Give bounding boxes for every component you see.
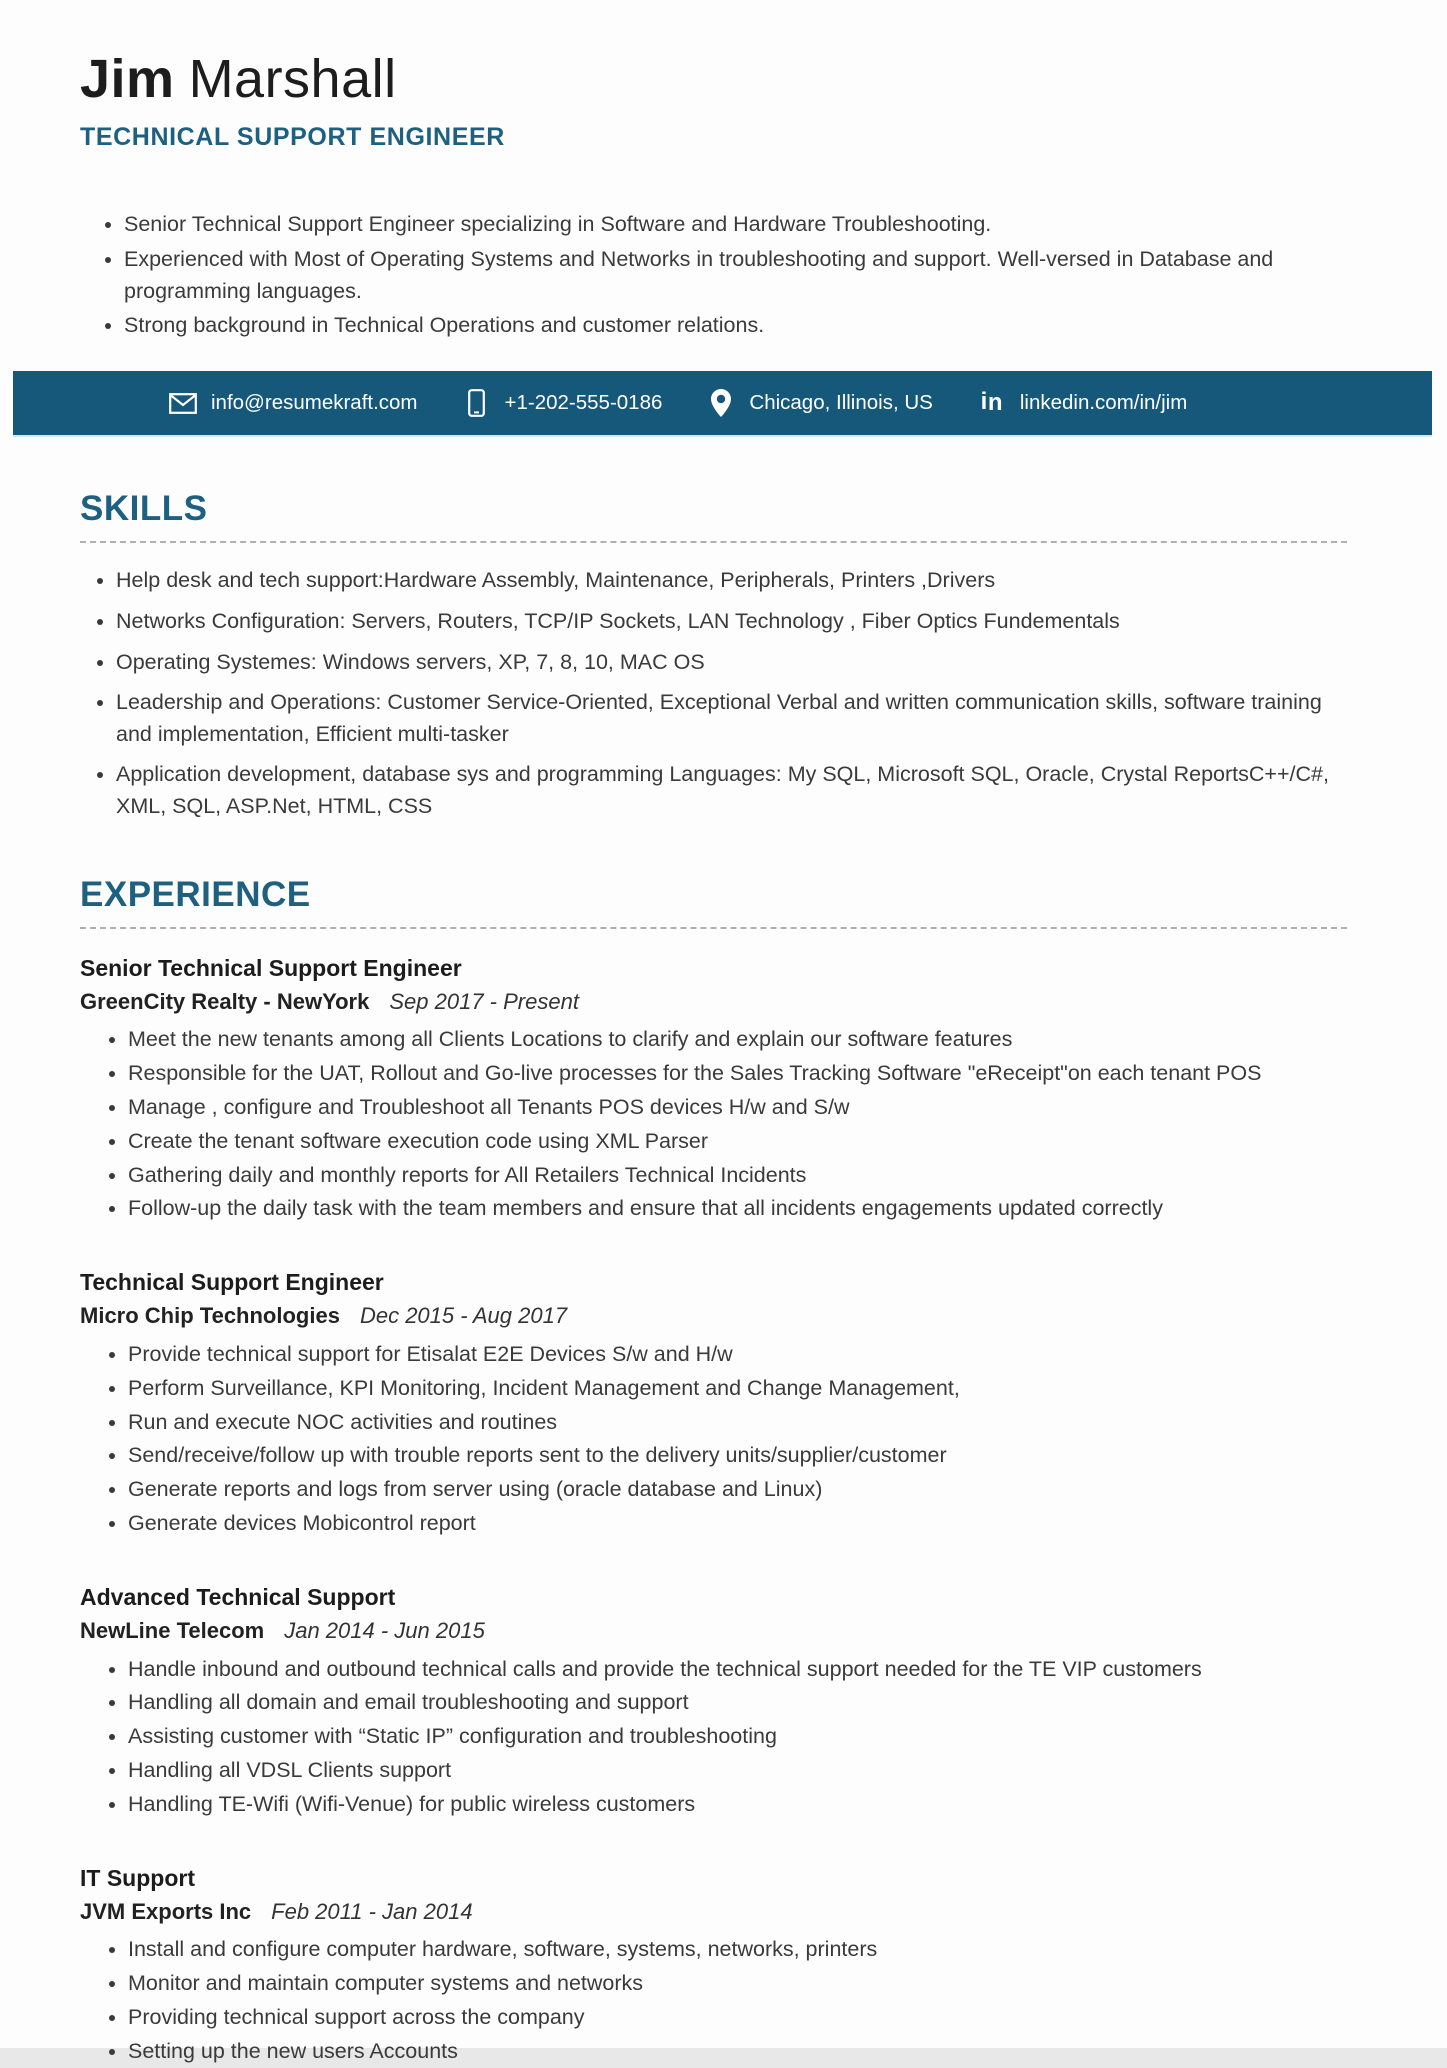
skill-item: • Application development, database sys and programming Languages: My SQL, Microsoft SQL, Oracle, Crystal ReportsC++/C#, XML, SQL, ASP.Net, HTML, CSS (116, 759, 1346, 822)
job-title: Technical Support Engineer (80, 1269, 384, 1296)
job-bullet: • Handling TE-Wifi (Wifi-Venue) for public wireless customers (128, 1789, 1328, 1821)
summary-item: • Strong background in Technical Operations and customer relations. (124, 309, 1304, 341)
job-bullet: • Monitor and maintain computer systems and networks (128, 1968, 1328, 2000)
contact-email-text: info@resumekraft.com (211, 391, 418, 415)
skills-section-head (80, 489, 1347, 543)
summary-section (0, 208, 1447, 341)
skill-item: • Operating Systemes: Windows servers, XP, 7, 8, 10, MAC OS (116, 647, 1346, 679)
contact-linkedin-text: linkedin.com/in/jim (1019, 391, 1188, 415)
candidate-first-name: Jim (80, 49, 175, 109)
job-bullet: • Handling all VDSL Clients support (128, 1755, 1328, 1787)
job-bullet: • Meet the new tenants among all Clients Locations to clarify and explain our software features (128, 1024, 1328, 1056)
job-bullet: • Manage , configure and Troubleshoot all Tenants POS devices H/w and S/w (128, 1092, 1328, 1124)
contact-phone (462, 388, 663, 418)
skill-item: • Networks Configuration: Servers, Routers, TCP/IP Sockets, LAN Technology , Fiber Optics Fundementals (116, 606, 1346, 638)
job-bullet: • Install and configure computer hardware, software, systems, networks, printers (128, 1934, 1328, 1966)
contact-bar (13, 371, 1432, 437)
skills-heading: SKILLS (80, 489, 208, 529)
summary-item: • Senior Technical Support Engineer specializing in Software and Hardware Troubleshooting. (124, 208, 1304, 240)
job-bullet-list (80, 1654, 1347, 1821)
job-dates: Jan 2014 - Jun 2015 (284, 1617, 485, 1643)
job-meta (80, 1616, 1347, 1646)
summary-list (80, 208, 1347, 341)
experience-section (0, 875, 1447, 2068)
job-company: Micro Chip Technologies (80, 1303, 340, 1329)
job-title: IT Support (80, 1864, 195, 1891)
candidate-role-title: TECHNICAL SUPPORT ENGINEER (80, 123, 505, 152)
job-bullet: • Provide technical support for Etisalat E2E Devices S/w and H/w (128, 1339, 1328, 1371)
job-bullet: • Gathering daily and monthly reports for All Retailers Technical Incidents (128, 1160, 1328, 1192)
skills-list (80, 565, 1347, 822)
contact-linkedin (977, 388, 1187, 418)
job-title: Advanced Technical Support (80, 1583, 396, 1610)
job-dates: Dec 2015 - Aug 2017 (359, 1303, 568, 1329)
job-bullet: • Create the tenant software execution code using XML Parser (128, 1126, 1328, 1158)
job-meta (80, 987, 1347, 1017)
job-company: JVM Exports Inc (80, 1898, 252, 1924)
summary-item: • Experienced with Most of Operating Systems and Networks in troubleshooting and support. Well-versed in Database and programming languages. (124, 243, 1304, 308)
experience-jobs (80, 953, 1347, 2068)
job-company: NewLine Telecom (80, 1617, 265, 1643)
contact-location (706, 388, 932, 418)
job-bullet: • Generate reports and logs from server using (oracle database and Linux) (128, 1474, 1328, 1506)
job-bullet: • Providing technical support across the company (128, 2002, 1328, 2034)
job-bullet: • Assisting customer with “Static IP” configuration and troubleshooting (128, 1721, 1328, 1753)
job-meta (80, 1301, 1347, 1331)
resume-header (0, 0, 1447, 152)
job-bullet: • Handling all domain and email troubleshooting and support (128, 1687, 1328, 1719)
job-bullet: • Generate devices Mobicontrol report (128, 1508, 1328, 1540)
job-entry (80, 1582, 1347, 1821)
job-bullet: • Follow-up the daily task with the team members and ensure that all incidents engagements updated correctly (128, 1193, 1328, 1225)
job-entry (80, 1863, 1347, 2068)
skills-section (0, 489, 1447, 822)
job-dates: Feb 2011 - Jan 2014 (271, 1898, 473, 1924)
job-bullet: • Responsible for the UAT, Rollout and Go-live processes for the Sales Tracking Software "eReceipt"on each tenant POS (128, 1058, 1328, 1090)
job-bullet: • Setting up the new users Accounts (128, 2036, 1328, 2068)
job-bullet: • Perform Surveillance, KPI Monitoring, Incident Management and Change Management, (128, 1373, 1328, 1405)
location-pin-icon (706, 388, 736, 418)
skill-item: • Leadership and Operations: Customer Service-Oriented, Exceptional Verbal and written communication skills, software training and implementation, Efficient multi-tasker (116, 687, 1346, 750)
job-title: Senior Technical Support Engineer (80, 954, 462, 981)
job-bullet: • Handle inbound and outbound technical calls and provide the technical support needed for the TE VIP customers (128, 1654, 1328, 1686)
job-dates: Sep 2017 - Present (389, 988, 579, 1014)
smartphone-icon (462, 388, 492, 418)
candidate-last-name: Marshall (188, 49, 397, 109)
contact-phone-text: +1-202-555-0186 (504, 391, 663, 415)
job-bullet: • Run and execute NOC activities and routines (128, 1407, 1328, 1439)
candidate-name (80, 50, 1347, 109)
contact-location-text: Chicago, Illinois, US (749, 391, 933, 415)
linkedin-icon: i n (980, 388, 1004, 417)
experience-section-head (80, 875, 1347, 929)
envelope-icon (168, 388, 198, 418)
skill-item: • Help desk and tech support:Hardware Assembly, Maintenance, Peripherals, Printers ,Drivers (116, 565, 1346, 597)
contact-email (168, 388, 418, 418)
job-bullet-list (80, 1024, 1347, 1225)
job-bullet-list (80, 1934, 1347, 2067)
job-bullet: • Send/receive/follow up with trouble reports sent to the delivery units/supplier/customer (128, 1440, 1328, 1472)
job-bullet-list (80, 1339, 1347, 1540)
experience-heading: EXPERIENCE (80, 874, 311, 914)
job-entry (80, 953, 1347, 1226)
job-meta (80, 1897, 1347, 1927)
job-company: GreenCity Realty - NewYork (80, 988, 370, 1014)
job-entry (80, 1267, 1347, 1540)
